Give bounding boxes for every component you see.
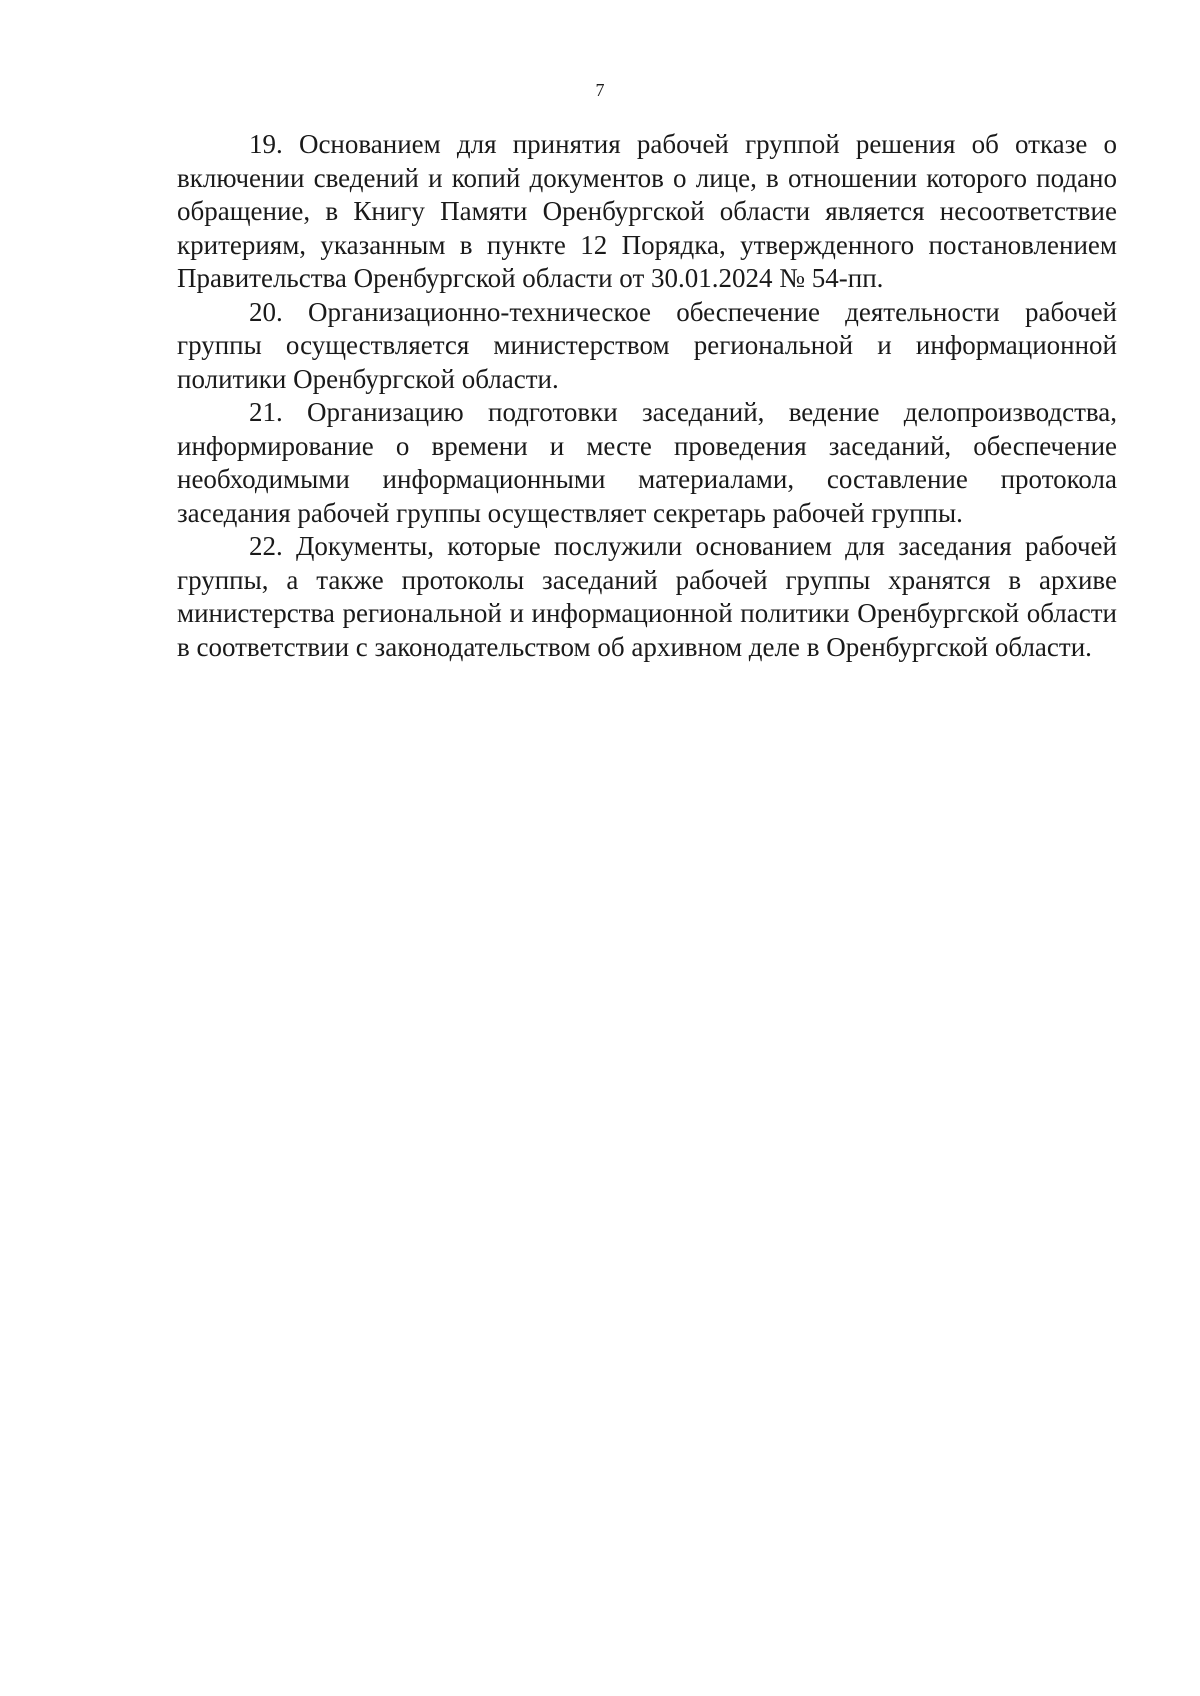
document-body: [177, 128, 1117, 664]
paragraph-21: 21. Организацию подготовки заседаний, ведение делопроизводства, информирование о времени и месте проведения заседаний, обеспечение необходимыми информационными материалами, составление протокола заседания рабочей группы осуществляет секретарь рабочей группы.: [177, 397, 1117, 528]
page-number: 7: [595, 80, 605, 100]
paragraph-19: 19. Основанием для принятия рабочей группой решения об отказе о включении сведений и копий документов о лице, в отношении которого подано обращение, в Книгу Памяти Оренбургской области является несоответствие критериям, указанным в пункте 12 Порядка, утвержденного постановлением Правительства Оренбургской области от 30.01.2024 № 54-пп.: [177, 129, 1117, 293]
paragraph-22: 22. Документы, которые послужили основанием для заседания рабочей группы, а также протоколы заседаний рабочей группы хранятся в архиве министерства региональной и информационной политики Оренбургской области в соответствии с законодательством об архивном деле в Оренбургской области.: [177, 531, 1117, 662]
paragraph-20: 20. Организационно-техническое обеспечение деятельности рабочей группы осуществляется министерством региональной и информационной политики Оренбургской области.: [177, 296, 1117, 394]
